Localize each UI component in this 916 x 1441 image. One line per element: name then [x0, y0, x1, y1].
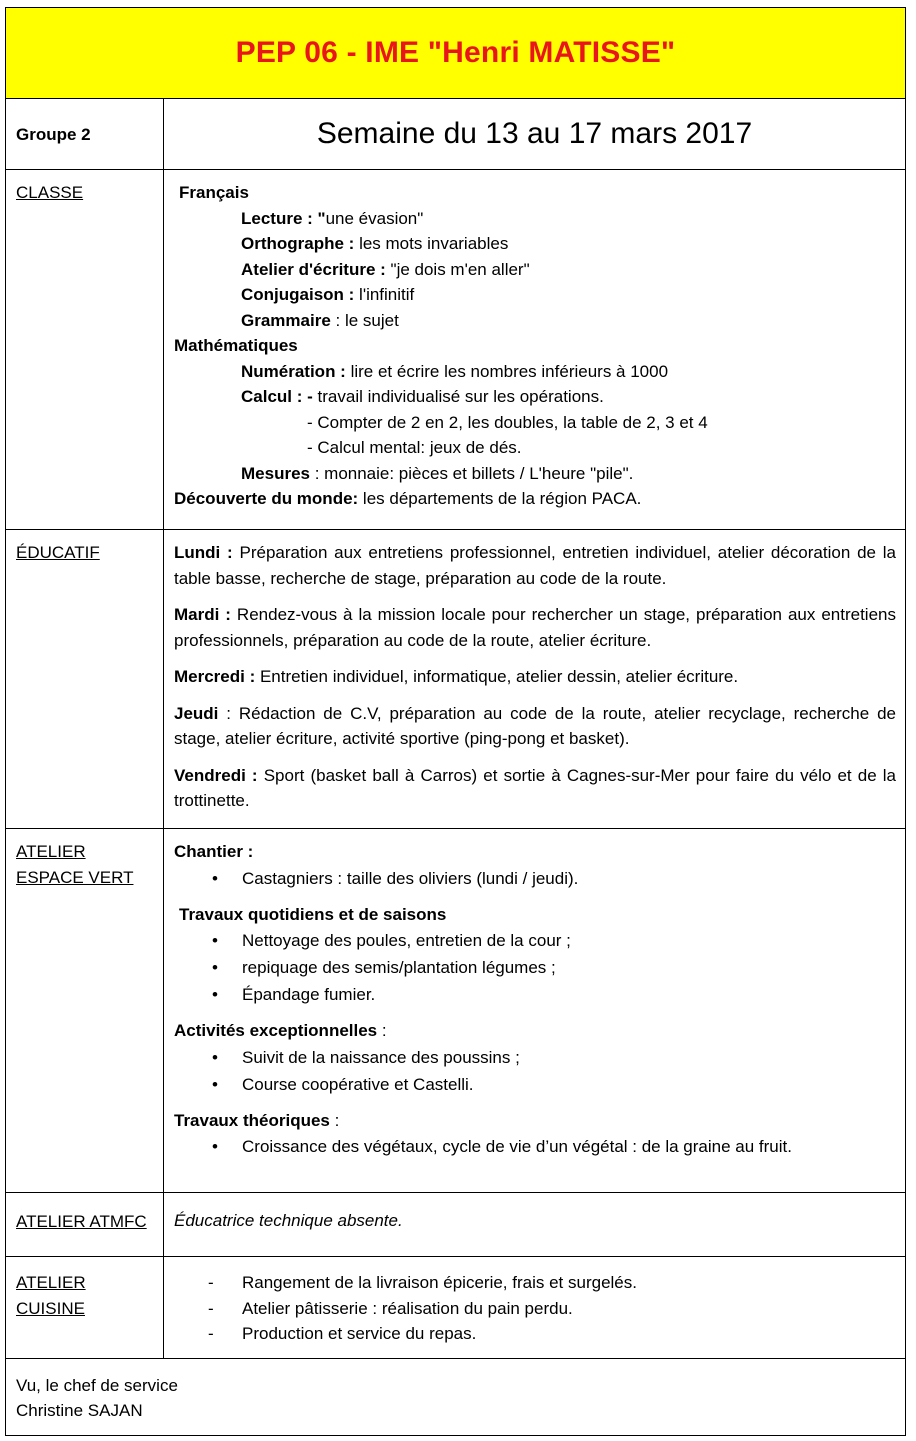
list-item: • Castagniers : taille des oliviers (lundi / jeudi).: [174, 865, 896, 892]
day-lundi: Lundi : Préparation aux entretiens professionnel, entretien individuel, atelier décoration de la table basse, recherche de stage, préparation au code de la route.: [174, 543, 896, 588]
list-item: • Croissance des végétaux, cycle de vie d’un végétal : de la graine au fruit.: [174, 1133, 896, 1160]
bullet-icon: •: [212, 1047, 218, 1067]
atmfc-content: [164, 1193, 905, 1256]
row-educatif: [6, 530, 905, 829]
row-classe: [6, 170, 905, 530]
bullet-icon: •: [212, 958, 218, 977]
header-band: [6, 8, 905, 99]
francais-heading: Français: [179, 183, 249, 202]
numeration-line: Numération : lire et écrire les nombres inférieurs à 1000: [241, 361, 669, 381]
list-item: • Course coopérative et Castelli.: [174, 1071, 896, 1098]
grammaire-line: Grammaire : le sujet: [241, 310, 399, 330]
dash-marker: -: [208, 1324, 214, 1343]
row-label-classe: [6, 170, 164, 529]
lecture-line: Lecture : "une évasion": [241, 208, 424, 228]
list-item: • Nettoyage des poules, entretien de la cour ;: [174, 927, 896, 954]
week-title: Semaine du 13 au 17 mars 2017: [316, 117, 753, 151]
week-row: [6, 99, 905, 170]
espace-vert-content: [164, 829, 905, 1192]
maths-heading: Mathématiques: [174, 336, 298, 355]
bullet-icon: •: [212, 931, 218, 950]
list-item: - Atelier pâtisserie : réalisation du pain perdu.: [174, 1296, 896, 1322]
row-espace-vert: [6, 829, 905, 1193]
dash-marker: -: [208, 1298, 214, 1318]
atelier-ecriture-line: Atelier d'écriture : "je dois m'en aller": [241, 259, 530, 279]
educatif-content: [164, 530, 905, 828]
chantier-heading: Chantier :: [174, 842, 254, 861]
signature-line-1: Vu, le chef de service: [16, 1376, 178, 1395]
dash-marker: -: [208, 1273, 214, 1292]
row-label-espace-vert: [6, 829, 164, 1192]
row-cuisine: [6, 1257, 905, 1359]
espace-vert-label-1: ATELIER: [16, 842, 86, 861]
calcul-line: Calcul : - travail individualisé sur les opérations.: [241, 387, 604, 406]
conjugaison-line: Conjugaison : l'infinitif: [241, 285, 415, 304]
espace-vert-label-2: ESPACE VERT: [16, 868, 134, 887]
bullet-icon: •: [212, 1074, 218, 1094]
calcul-line-2: - Compter de 2 en 2, les doubles, la table de 2, 3 et 4: [307, 412, 708, 432]
list-item: - Rangement de la livraison épicerie, frais et surgelés.: [174, 1270, 896, 1296]
mesures-line: Mesures : monnaie: pièces et billets / L'heure "pile".: [241, 463, 634, 483]
cuisine-label-1: ATELIER: [16, 1273, 86, 1292]
signature-line-2: Christine SAJAN: [16, 1401, 143, 1420]
row-label-cuisine: [6, 1257, 164, 1358]
group-label: Groupe 2: [6, 99, 164, 169]
cuisine-content: [164, 1257, 905, 1358]
day-jeudi: Jeudi : Rédaction de C.V, préparation au code de la route, atelier recyclage, recherche de stage, atelier écriture, activité sportive (ping-pong et basket).: [174, 703, 896, 748]
list-item: • Suivit de la naissance des poussins ;: [174, 1044, 896, 1071]
decouverte-line: Découverte du monde: les départements de la région PACA.: [174, 489, 642, 508]
list-item: • repiquage des semis/plantation légumes ;: [174, 954, 896, 981]
bullet-icon: •: [212, 868, 218, 888]
page-title: PEP 06 - IME "Henri MATISSE": [235, 36, 676, 69]
day-mercredi: Mercredi : Entretien individuel, informatique, atelier dessin, atelier écriture.: [174, 667, 739, 686]
classe-label: CLASSE: [16, 183, 84, 202]
theorie-heading-line: Travaux théoriques :: [174, 1110, 340, 1130]
orthographe-line: Orthographe : les mots invariables: [241, 234, 509, 253]
row-atmfc: [6, 1193, 905, 1257]
week-cell: [164, 99, 905, 169]
bullet-icon: •: [212, 985, 218, 1004]
atmfc-label: ATELIER ATMFC: [16, 1212, 147, 1231]
row-label-atmfc: [6, 1193, 164, 1256]
classe-content: [164, 170, 905, 529]
signature-block: [6, 1359, 905, 1435]
schedule-table: [5, 7, 906, 1436]
bullet-icon: •: [212, 1137, 218, 1156]
day-vendredi: Vendredi : Sport (basket ball à Carros) et sortie à Cagnes-sur-Mer pour faire du vélo et de la trottinette.: [174, 765, 897, 810]
activites-heading-line: Activités exceptionnelles :: [174, 1021, 387, 1040]
educatif-label: ÉDUCATIF: [16, 543, 100, 562]
atmfc-text: Éducatrice technique absente.: [174, 1211, 403, 1230]
list-item: - Production et service du repas.: [174, 1321, 896, 1347]
list-item: • Épandage fumier.: [174, 981, 896, 1008]
day-mardi: Mardi : Rendez-vous à la mission locale pour rechercher un stage, préparation aux entretiens professionnels, préparation au code de la route, atelier écriture.: [174, 605, 896, 650]
calcul-line-3: - Calcul mental: jeux de dés.: [307, 438, 522, 457]
cuisine-label-2: CUISINE: [16, 1299, 85, 1318]
row-label-educatif: [6, 530, 164, 828]
travaux-heading: Travaux quotidiens et de saisons: [179, 904, 447, 924]
